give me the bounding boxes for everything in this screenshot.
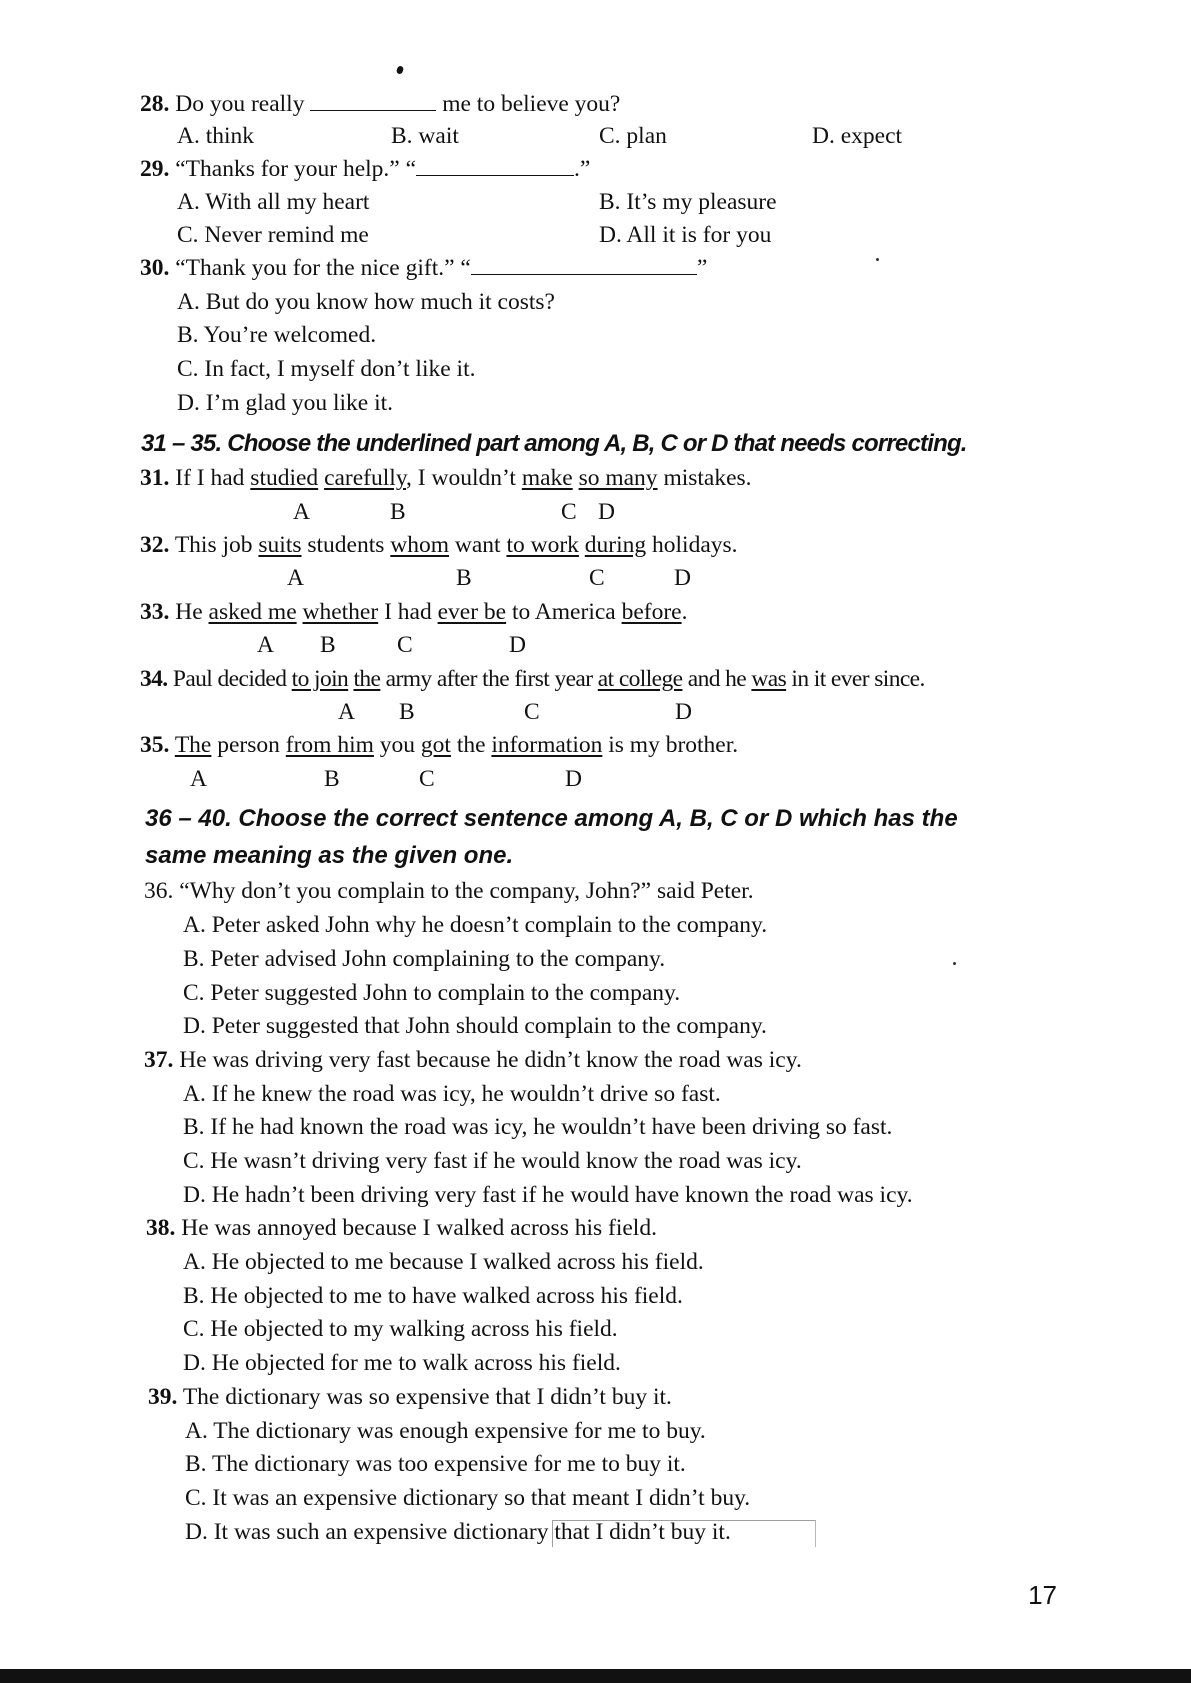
question-number: 34.	[140, 666, 168, 692]
letter-b: B	[399, 699, 415, 725]
option-a: A. The dictionary was enough expensive for me to buy.	[185, 1418, 706, 1444]
underlined-part-d: so many	[578, 465, 658, 491]
option-c: C. In fact, I myself don’t like it.	[177, 356, 476, 382]
option-d: D. He objected for me to walk across his field.	[183, 1350, 621, 1376]
text-segment: to America	[506, 599, 622, 625]
option-c: C. It was an expensive dictionary so that meant I didn’t buy.	[185, 1485, 751, 1511]
underlined-part-c: to work	[506, 532, 579, 558]
letter-c: C	[397, 632, 413, 658]
letter-a: A	[257, 632, 274, 658]
option-b: B. You’re welcomed.	[177, 322, 377, 348]
question-33	[140, 598, 687, 626]
option-b: B. wait	[391, 123, 459, 149]
letter-d: D	[509, 632, 526, 658]
letter-b: B	[390, 499, 406, 525]
underlined-part-a: suits	[258, 532, 302, 558]
underlined-part-b: from him	[285, 732, 374, 758]
answer-blank	[416, 155, 574, 176]
letter-c: C	[524, 699, 540, 725]
option-d: D. He hadn’t been driving very fast if he would have known the road was icy.	[183, 1182, 913, 1208]
underlined-part-c: got	[420, 732, 451, 758]
text-segment: He	[175, 599, 209, 625]
letter-d: D	[675, 699, 692, 725]
letter-d: D	[674, 565, 691, 591]
text-segment: Paul decided	[172, 666, 292, 692]
question-37	[144, 1046, 802, 1074]
section-heading-31-35: 31 – 35. Choose the underlined part among A, B, C or D that needs correcting.	[141, 430, 967, 457]
question-35	[140, 731, 738, 759]
option-c: C. Peter suggested John to complain to the company.	[183, 980, 681, 1006]
option-c: C. Never remind me	[177, 222, 369, 248]
question-text: Do you really	[175, 91, 305, 117]
option-d: D. Peter suggested that John should complain to the company.	[183, 1013, 767, 1039]
underlined-part-a: The	[174, 732, 212, 758]
text-segment: students	[301, 532, 391, 558]
question-text: .”	[574, 156, 591, 182]
question-number: 37.	[144, 1047, 174, 1073]
text-segment: you	[373, 732, 421, 758]
option-c: C. plan	[599, 123, 667, 149]
underlined-part-d: ever be	[437, 599, 507, 625]
question-number: 39.	[148, 1384, 178, 1410]
section-heading-36-40-line1: 36 – 40. Choose the correct sentence among A, B, C or D which has the	[145, 805, 958, 832]
text-segment: holidays.	[646, 532, 738, 558]
question-29	[140, 155, 590, 183]
option-b: B. If he had known the road was icy, he wouldn’t have been driving so fast.	[183, 1114, 893, 1140]
underlined-part-d: was	[751, 666, 787, 692]
letter-d: D	[598, 499, 615, 525]
question-32	[140, 531, 738, 559]
question-28	[140, 90, 620, 118]
text-segment: If I had	[175, 465, 251, 491]
question-number: 32.	[140, 532, 170, 558]
section-heading-36-40-line2: same meaning as the given one.	[145, 842, 514, 869]
question-number: 28.	[140, 91, 170, 117]
letter-d: D	[565, 766, 582, 792]
underlined-part-a-b: asked me	[208, 599, 297, 625]
underlined-part-d: during	[584, 532, 647, 558]
question-30	[140, 254, 707, 282]
speck	[953, 962, 956, 965]
text-segment: army after the first year	[380, 666, 598, 692]
option-c: C. He objected to my walking across his field.	[183, 1316, 618, 1342]
letter-a: A	[338, 699, 355, 725]
letter-a: A	[287, 565, 304, 591]
underlined-part-a: studied	[250, 465, 319, 491]
option-a: A. He objected to me because I walked across his field.	[183, 1249, 704, 1275]
text-segment: I had	[378, 599, 438, 625]
option-d: D. All it is for you	[599, 222, 772, 248]
question-38	[146, 1214, 657, 1242]
option-a: A. With all my heart	[177, 189, 370, 215]
question-34	[140, 665, 925, 693]
letter-a: A	[190, 766, 207, 792]
underlined-part-c: make	[521, 465, 573, 491]
question-number: 31.	[140, 465, 170, 491]
text-segment: mistakes.	[657, 465, 752, 491]
text-segment: This job	[174, 532, 259, 558]
underlined-part-c: at college	[597, 666, 683, 692]
option-d: D. I’m glad you like it.	[177, 390, 394, 416]
letter-a: A	[293, 499, 310, 525]
option-b: B. It’s my pleasure	[599, 189, 777, 215]
underlined-part-a: to join	[291, 666, 349, 692]
option-b: B. The dictionary was too expensive for me to buy it.	[185, 1451, 686, 1477]
question-text: The dictionary was so expensive that I didn’t buy it.	[182, 1384, 672, 1410]
question-text: ”	[696, 255, 708, 281]
letter-c: C	[561, 499, 577, 525]
text-segment: in it ever since.	[786, 666, 925, 692]
page-number: 17	[1028, 1580, 1057, 1610]
letter-b: B	[456, 565, 472, 591]
underlined-part-b: carefully	[324, 465, 407, 491]
ink-dot	[396, 65, 404, 75]
option-a: A. If he knew the road was icy, he wouldn’t drive so fast.	[183, 1081, 721, 1107]
question-number: 35.	[140, 732, 170, 758]
text-segment: want	[449, 532, 507, 558]
question-text: He was driving very fast because he didn’t know the road was icy.	[179, 1047, 802, 1073]
option-a: A. Peter asked John why he doesn’t complain to the company.	[183, 912, 768, 938]
question-text: He was annoyed because I walked across his field.	[181, 1215, 657, 1241]
text-segment: person	[211, 732, 286, 758]
question-36: 36. “Why don’t you complain to the company, John?” said Peter.	[144, 878, 754, 904]
underlined-part-extra: before	[621, 599, 682, 625]
text-segment: .	[681, 599, 688, 625]
option-c: C. He wasn’t driving very fast if he would know the road was icy.	[183, 1148, 802, 1174]
letter-c: C	[589, 565, 605, 591]
answer-blank	[471, 254, 697, 275]
answer-blank	[310, 90, 436, 111]
option-a: A. But do you know how much it costs?	[177, 289, 555, 315]
question-text: “Thanks for your help.” “	[175, 156, 417, 182]
question-text: me to believe you?	[442, 91, 621, 117]
text-segment: , I wouldn’t	[406, 465, 522, 491]
watermark-box	[552, 1520, 816, 1547]
text-segment: is my brother.	[602, 732, 739, 758]
underlined-part-d: information	[491, 732, 603, 758]
text-segment: the	[450, 732, 492, 758]
bottom-border	[0, 1669, 1191, 1683]
option-b: B. He objected to me to have walked across his field.	[183, 1283, 683, 1309]
underlined-part-c: whether	[302, 599, 379, 625]
option-d: D. It was such an expensive dictionary that I didn’t buy it.	[185, 1519, 731, 1545]
question-31	[140, 464, 752, 492]
question-number: 33.	[140, 599, 170, 625]
option-b: B. Peter advised John complaining to the company.	[183, 946, 666, 972]
text-segment: and he	[682, 666, 752, 692]
question-number: 38.	[146, 1215, 176, 1241]
underlined-part-b: whom	[390, 532, 450, 558]
question-text: “Thank you for the nice gift.” “	[175, 255, 471, 281]
underlined-part-b: the	[353, 666, 381, 692]
option-a: A. think	[177, 123, 255, 149]
question-number: 29.	[140, 156, 170, 182]
question-39	[148, 1383, 672, 1411]
speck	[876, 258, 879, 261]
question-number: 30.	[140, 255, 170, 281]
letter-b: B	[320, 632, 336, 658]
letter-b: B	[324, 766, 340, 792]
letter-c: C	[419, 766, 435, 792]
option-d: D. expect	[812, 123, 903, 149]
